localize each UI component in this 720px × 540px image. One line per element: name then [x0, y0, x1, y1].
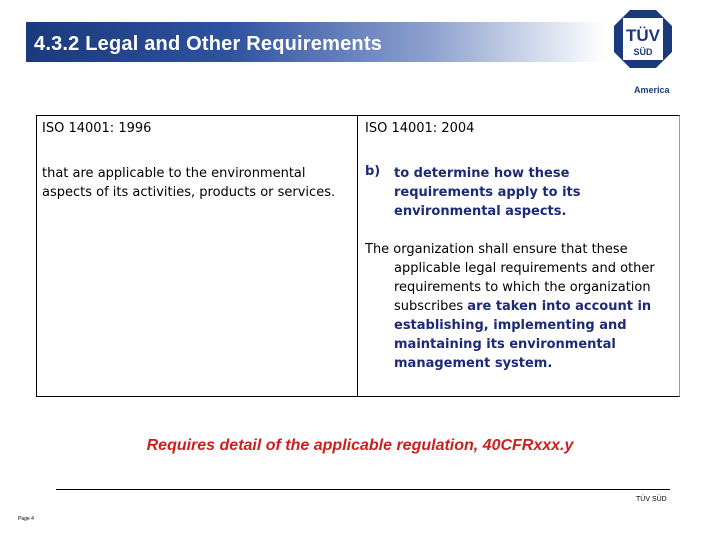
tuv-sud-logo-icon — [612, 8, 674, 88]
organization-text-body — [394, 259, 676, 373]
logo-region: America — [634, 85, 670, 95]
footer-divider — [56, 489, 670, 490]
regulation-note: Requires detail of the applicable regulation, 40CFRxxx.y — [146, 437, 574, 454]
organization-text-highlight: are taken into account in establishing, implementing and maintaining its environmental management system. — [394, 299, 652, 371]
logo-sub-text: SÜD — [633, 47, 653, 57]
page-number: Page 4 — [18, 516, 34, 522]
item-b-text: to determine how these requirements apply to its environmental aspects. — [394, 166, 581, 219]
logo-brand-text: TÜV — [626, 26, 660, 45]
page-title: 4.3.2 Legal and Other Requirements — [34, 33, 383, 55]
footer-brand: TÜV SÜD — [636, 496, 667, 503]
item-b-label: b) — [365, 164, 381, 179]
left-column-heading: ISO 14001: 1996 — [42, 121, 152, 136]
organization-text-plain: applicable legal requirements and other requirements to which the organization subscribes — [394, 261, 655, 314]
right-column-heading: ISO 14001: 2004 — [365, 121, 475, 136]
organization-text-first-line: The organization shall ensure that these — [365, 242, 628, 257]
column-divider — [357, 115, 358, 397]
left-column-text: that are applicable to the environmental aspects of its activities, products or services. — [42, 166, 336, 200]
